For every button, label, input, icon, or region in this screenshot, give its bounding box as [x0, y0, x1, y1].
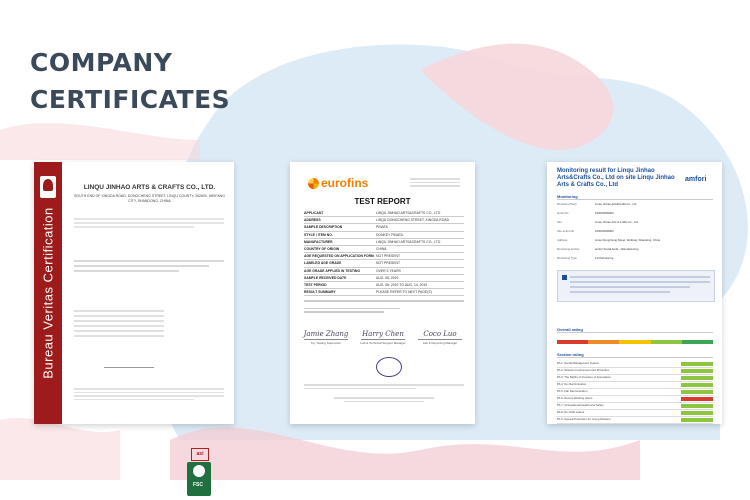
field-value: Linqu Jinhao Arts&Crafts Co., Ltd: [595, 202, 637, 206]
company-address: SOUTH END OF XINGDA ROAD, DONGCHENG STREET, LINQU COUNTY, 262600, WEIFANG CITY, SHANDONG, CHINA: [74, 194, 225, 203]
report-title: TEST REPORT: [354, 197, 411, 206]
field-key: ADDRESS: [304, 218, 321, 223]
section-rating-title: Section rating: [557, 352, 713, 358]
fsc-label: FSC: [193, 482, 203, 488]
field-key: Monitoring Type: [557, 256, 577, 260]
signatures: [302, 330, 464, 345]
section-label: PA 6: Decent Working Hours: [557, 396, 593, 400]
field-value: LINQU JINHAO ARTS&CRAFTS CO., LTD: [376, 239, 441, 244]
field-value: AUG. 06, 2019: [376, 275, 399, 280]
field-value: NOT PRESENT: [376, 254, 401, 259]
field-key: amfori ID: [557, 211, 569, 215]
field-key: AGE REQUESTED ON APPLICATION FORM: [304, 254, 374, 259]
signature-name: Coco Luo: [423, 330, 457, 338]
field-value: Full Monitoring: [595, 256, 614, 260]
signature-role: Lab & Reporting Manager: [422, 340, 458, 345]
field-value: PLEASE REFER TO NEXT PAGE(S): [376, 290, 432, 295]
field-value: LINQU JINHAO ARTS&CRAFTS CO., LTD: [376, 211, 441, 215]
report-field-row: [304, 268, 464, 275]
field-key: SAMPLE RECEIVED DATE: [304, 275, 347, 280]
signature-name: Harry Chen: [362, 330, 404, 338]
report-field-row: [304, 260, 464, 267]
report-fields: [304, 210, 464, 296]
heading-line-1: COMPANY: [30, 48, 173, 77]
monitoring-field: [557, 256, 713, 261]
field-key: LABELED AGE GRADE: [304, 261, 342, 266]
section-rating-indicator: [681, 362, 713, 366]
section-rating-indicator: [681, 390, 713, 394]
eurofins-logo-icon: [308, 178, 319, 189]
signature-role: Toy Testing Supervisor: [310, 340, 342, 345]
bureau-veritas-logo-icon: [40, 176, 56, 198]
report-field-row: [304, 253, 464, 260]
report-note: [304, 300, 464, 313]
field-key: Site: [557, 220, 562, 224]
intro-text-block: [74, 218, 224, 230]
monitoring-field: [557, 211, 713, 216]
monitoring-field: [557, 229, 713, 234]
fsc-tree-icon: [193, 465, 205, 477]
field-value: 156000000000: [595, 229, 614, 233]
info-notice: [557, 270, 715, 302]
section-rating-indicator: [681, 376, 713, 380]
field-value: LINQU DONGCHENG STREET, XINGDA ROAD: [376, 218, 450, 223]
report-meta: [410, 178, 460, 187]
section-rating-indicator: [681, 369, 713, 373]
field-key: Site amfori ID: [557, 229, 574, 233]
info-icon: [562, 275, 567, 280]
section-rating-indicator: [681, 404, 713, 408]
section-label: PA 2: Workers Involvement and Protection: [557, 368, 610, 372]
section-rating-indicator: [681, 397, 713, 401]
bureau-veritas-certificate[interactable]: [34, 162, 234, 488]
report-field-row: [304, 275, 464, 282]
company-name: LINQU JINHAO ARTS & CRAFTS CO., LTD.: [83, 184, 216, 191]
field-key: Address: [557, 238, 568, 242]
field-key: SAMPLE DESCRIPTION: [304, 225, 343, 230]
report-field-row: [304, 246, 464, 253]
scope-text-block: [74, 260, 224, 275]
dates-table: [74, 310, 224, 340]
page-heading: [30, 44, 230, 118]
eurofins-test-report[interactable]: [290, 162, 475, 424]
field-key: TEST PERIOD: [304, 282, 327, 287]
field-key: RESULT SUMMARY: [304, 290, 336, 295]
field-value: NOT PRESENT: [376, 261, 401, 266]
monitoring-title: Monitoring result for Linqu Jinhao Arts&Crafts Co., Ltd on site Linqu Jinhao Arts & Crafts Co., Ltd: [557, 168, 675, 188]
signature-name: Jamie Zhang: [303, 330, 349, 338]
field-value: PINATA: [376, 225, 388, 230]
footer-text: [74, 388, 224, 402]
section-label: PA 7: Occupational Health and Safety: [557, 403, 604, 407]
field-key: Monitoring Activity: [557, 247, 580, 251]
field-key: STYLE / ITEM NO.: [304, 232, 333, 237]
field-value: amfori Social Audit - Manufacturing: [595, 247, 639, 251]
field-value: Linqu Dongcheng Street, Weifang, Shandong, China: [595, 238, 661, 242]
report-field-row: [304, 224, 464, 231]
field-value: AUG. 06, 2019 TO AUG. 14, 2019: [376, 282, 428, 287]
section-rating-indicator: [681, 383, 713, 387]
section-rating-indicator: [681, 411, 713, 415]
section-label: PA 5: Fair Remuneration: [557, 389, 588, 393]
field-value: CHINA: [376, 246, 387, 251]
amfori-logo: amfori: [685, 176, 707, 183]
report-field-row: [304, 210, 464, 217]
report-field-row: [304, 239, 464, 246]
eurofins-logo: eurofins: [308, 176, 368, 190]
monitoring-field: [557, 220, 713, 225]
field-key: APPLICANT: [304, 211, 324, 215]
section-label: PA 1: Social Management System: [557, 361, 600, 365]
field-key: MANUFACTURER: [304, 239, 333, 244]
field-value: DONKEY PINATA: [376, 232, 403, 237]
monitoring-field: [557, 247, 713, 252]
section-label: PA 4: No Discrimination: [557, 382, 587, 386]
band-text: Bureau Veritas Certification: [40, 207, 56, 379]
monitoring-field: [557, 202, 713, 207]
signature-block: [359, 330, 407, 345]
field-key: COUNTRY OF ORIGIN: [304, 246, 340, 251]
field-value: 156000000000: [595, 211, 614, 215]
asi-label: asi: [191, 448, 209, 461]
section-rating-row: [557, 416, 713, 424]
heading-line-2: CERTIFICATES: [30, 85, 231, 114]
field-key: AGE GRADE APPLIED IN TESTING: [304, 268, 361, 273]
report-field-row: [304, 282, 464, 289]
signature-block: [416, 330, 464, 345]
report-field-row: [304, 289, 464, 296]
monitoring-field: [557, 238, 713, 243]
signature-block: [302, 330, 350, 345]
amfori-monitoring-result[interactable]: [547, 162, 722, 424]
report-field-row: [304, 232, 464, 239]
field-key: Monitored Party: [557, 202, 577, 206]
company-stamp-icon: [376, 357, 402, 377]
section-label: PA 8: No Child Labour: [557, 410, 585, 414]
field-value: Linqu Jinhao Arts & Crafts Co., Ltd: [595, 220, 638, 224]
monitoring-section-title: Monitoring: [557, 194, 713, 200]
section-label: PA 9: Special Protection for Young Workers: [557, 417, 611, 421]
field-value: OVER 3 YEARS: [376, 268, 401, 273]
overall-rating-title: Overall rating: [557, 327, 713, 333]
signature-role: Lab & Technical Support Manager: [360, 340, 406, 345]
section-label: PA 3: The Rights of Freedom of Association: [557, 375, 611, 379]
section-rating-indicator: [681, 418, 713, 422]
overall-rating-scale: [557, 340, 713, 344]
report-footer: [304, 384, 464, 402]
report-field-row: [304, 217, 464, 224]
signature-area: [74, 367, 224, 368]
